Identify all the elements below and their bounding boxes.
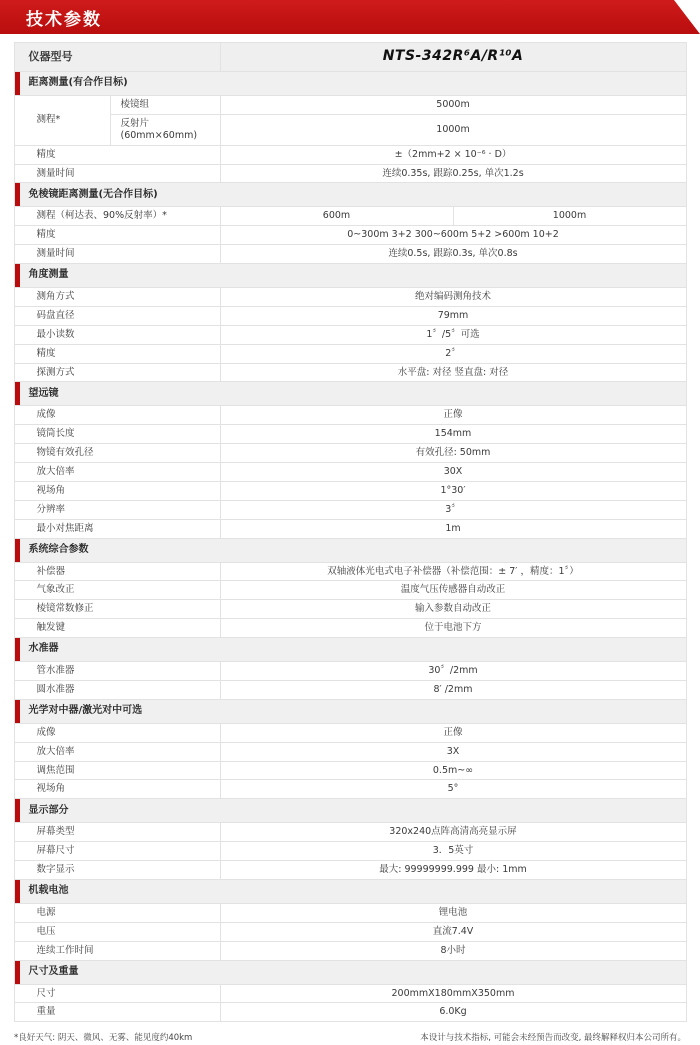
table-row xyxy=(14,861,686,880)
spec-label: 补偿器 xyxy=(14,562,220,581)
table-row xyxy=(14,662,686,681)
section-title: 系统综合参数 xyxy=(14,538,686,562)
spec-label: 屏幕类型 xyxy=(14,823,220,842)
footnote-right: 本设计与技术指标, 可能会未经预告而改变, 最终解释权归本公司所有。 xyxy=(420,1033,686,1044)
spec-label: 分辨率 xyxy=(14,500,220,519)
table-row xyxy=(14,444,686,463)
spec-value: 1〞/5〞可选 xyxy=(220,325,686,344)
spec-value: 水平盘: 对径 竖直盘: 对径 xyxy=(220,363,686,382)
spec-value: 1°30′ xyxy=(220,481,686,500)
spec-sublabel: 反射片(60mm×60mm) xyxy=(110,114,220,145)
table-row xyxy=(14,425,686,444)
table-row-section-header xyxy=(14,799,686,823)
table-row xyxy=(14,325,686,344)
table-row xyxy=(14,145,686,164)
spec-label: 测程（柯达表、90%反射率）* xyxy=(14,207,220,226)
model-value xyxy=(220,43,686,72)
section-title: 角度测量 xyxy=(14,264,686,288)
spec-value: 双轴液体光电式电子补偿器（补偿范围：± 7′ ，精度：1〞） xyxy=(220,562,686,581)
spec-label: 精度 xyxy=(14,344,220,363)
section-title: 光学对中器/激光对中可选 xyxy=(14,699,686,723)
spec-label: 精度 xyxy=(14,226,220,245)
table-row-section-header xyxy=(14,382,686,406)
spec-label: 成像 xyxy=(14,406,220,425)
spec-label: 数字显示 xyxy=(14,861,220,880)
table-row xyxy=(14,903,686,922)
table-row xyxy=(14,761,686,780)
spec-label: 放大倍率 xyxy=(14,463,220,482)
spec-value: 79mm xyxy=(220,306,686,325)
table-row xyxy=(14,680,686,699)
table-row-model xyxy=(14,43,686,72)
spec-label: 重量 xyxy=(14,1003,220,1022)
spec-label: 放大倍率 xyxy=(14,742,220,761)
spec-label: 圆水准器 xyxy=(14,680,220,699)
table-row xyxy=(14,481,686,500)
spec-label: 成像 xyxy=(14,723,220,742)
spec-label: 视场角 xyxy=(14,481,220,500)
table-row xyxy=(14,941,686,960)
spec-label: 触发键 xyxy=(14,619,220,638)
table-row xyxy=(14,164,686,183)
spec-label: 测程* xyxy=(14,96,110,146)
spec-value: 5° xyxy=(220,780,686,799)
table-row xyxy=(14,114,686,145)
spec-label: 测量时间 xyxy=(14,164,220,183)
table-row-section-header xyxy=(14,699,686,723)
table-row xyxy=(14,581,686,600)
spec-value: 正像 xyxy=(220,406,686,425)
spec-value: 3〞 xyxy=(220,500,686,519)
spec-label: 电源 xyxy=(14,903,220,922)
table-row xyxy=(14,519,686,538)
spec-value: ±（2mm+2 × 10⁻⁶ · D） xyxy=(220,145,686,164)
spec-value: 1m xyxy=(220,519,686,538)
spec-label: 码盘直径 xyxy=(14,306,220,325)
spec-value: 2〞 xyxy=(220,344,686,363)
table-row-section-header xyxy=(14,638,686,662)
spec-label: 物镜有效孔径 xyxy=(14,444,220,463)
spec-label: 测量时间 xyxy=(14,245,220,264)
model-label: 仪器型号 xyxy=(14,43,220,72)
spec-value: 30X xyxy=(220,463,686,482)
table-row-section-header xyxy=(14,538,686,562)
spec-value: 3．5英寸 xyxy=(220,842,686,861)
spec-value: 最大: 99999999.999 最小: 1mm xyxy=(220,861,686,880)
table-row xyxy=(14,562,686,581)
table-row xyxy=(14,842,686,861)
table-row xyxy=(14,226,686,245)
section-title: 机载电池 xyxy=(14,879,686,903)
table-row xyxy=(14,742,686,761)
section-title: 望远镜 xyxy=(14,382,686,406)
section-title: 免棱镜距离测量(无合作目标) xyxy=(14,183,686,207)
page-header-banner xyxy=(0,0,700,34)
section-title: 距离测量(有合作目标) xyxy=(14,72,686,96)
footnotes xyxy=(14,1032,686,1045)
spec-value: 200mmX180mmX350mm xyxy=(220,984,686,1003)
table-row-section-header xyxy=(14,264,686,288)
spec-value: 连续0.35s, 跟踪0.25s, 单次1.2s xyxy=(220,164,686,183)
spec-label: 镜筒长度 xyxy=(14,425,220,444)
spec-label: 精度 xyxy=(14,145,220,164)
spec-value: 1000m xyxy=(220,114,686,145)
spec-value: 600m xyxy=(220,207,453,226)
model-value-text: NTS-342R⁶A/R¹⁰A xyxy=(382,48,524,65)
spec-label: 气象改正 xyxy=(14,581,220,600)
spec-value: 位于电池下方 xyxy=(220,619,686,638)
spec-value: 正像 xyxy=(220,723,686,742)
table-row xyxy=(14,723,686,742)
spec-label: 管水准器 xyxy=(14,662,220,681)
spec-value: 锂电池 xyxy=(220,903,686,922)
spec-label: 测角方式 xyxy=(14,288,220,307)
spec-label: 调焦范围 xyxy=(14,761,220,780)
table-row-section-header xyxy=(14,183,686,207)
spec-value: 温度气压传感器自动改正 xyxy=(220,581,686,600)
table-row xyxy=(14,780,686,799)
spec-value: 8′ /2mm xyxy=(220,680,686,699)
table-row xyxy=(14,306,686,325)
spec-value: 输入参数自动改正 xyxy=(220,600,686,619)
table-row xyxy=(14,207,686,226)
table-row-section-header xyxy=(14,879,686,903)
spec-value: 3X xyxy=(220,742,686,761)
table-row-section-header xyxy=(14,960,686,984)
table-row xyxy=(14,463,686,482)
spec-label: 电压 xyxy=(14,922,220,941)
spec-label: 屏幕尺寸 xyxy=(14,842,220,861)
page-title: 技术参数 xyxy=(26,9,102,30)
table-row xyxy=(14,500,686,519)
table-row xyxy=(14,984,686,1003)
spec-value: 直流7.4V xyxy=(220,922,686,941)
spec-label: 视场角 xyxy=(14,780,220,799)
spec-value: 有效孔径: 50mm xyxy=(220,444,686,463)
spec-value: 绝对编码测角技术 xyxy=(220,288,686,307)
spec-value: 0~300m 3+2 300~600m 5+2 >600m 10+2 xyxy=(220,226,686,245)
spec-value: 1000m xyxy=(453,207,686,226)
spec-label: 棱镜常数修正 xyxy=(14,600,220,619)
footnote-left: *良好天气: 阴天、微风、无雾、能见度约40km xyxy=(14,1033,193,1044)
spec-sublabel: 棱镜组 xyxy=(110,96,220,115)
spec-value: 0.5m~∞ xyxy=(220,761,686,780)
table-row xyxy=(14,344,686,363)
table-row xyxy=(14,619,686,638)
table-row xyxy=(14,823,686,842)
spec-value: 6.0Kg xyxy=(220,1003,686,1022)
spec-value: 5000m xyxy=(220,96,686,115)
section-title: 水准器 xyxy=(14,638,686,662)
table-row xyxy=(14,363,686,382)
spec-label: 尺寸 xyxy=(14,984,220,1003)
spec-label: 探测方式 xyxy=(14,363,220,382)
table-row xyxy=(14,245,686,264)
spec-value: 154mm xyxy=(220,425,686,444)
table-row xyxy=(14,288,686,307)
spec-value: 30〞/2mm xyxy=(220,662,686,681)
section-title: 显示部分 xyxy=(14,799,686,823)
table-row-section-header xyxy=(14,72,686,96)
section-title: 尺寸及重量 xyxy=(14,960,686,984)
specifications-table xyxy=(14,42,687,1022)
table-row xyxy=(14,96,686,115)
spec-label: 连续工作时间 xyxy=(14,941,220,960)
spec-value: 8小时 xyxy=(220,941,686,960)
spec-label: 最小读数 xyxy=(14,325,220,344)
table-row xyxy=(14,1003,686,1022)
table-row xyxy=(14,922,686,941)
spec-value: 连续0.5s, 跟踪0.3s, 单次0.8s xyxy=(220,245,686,264)
table-row xyxy=(14,406,686,425)
table-row xyxy=(14,600,686,619)
spec-value: 320x240点阵高清高亮显示屏 xyxy=(220,823,686,842)
spec-label: 最小对焦距离 xyxy=(14,519,220,538)
